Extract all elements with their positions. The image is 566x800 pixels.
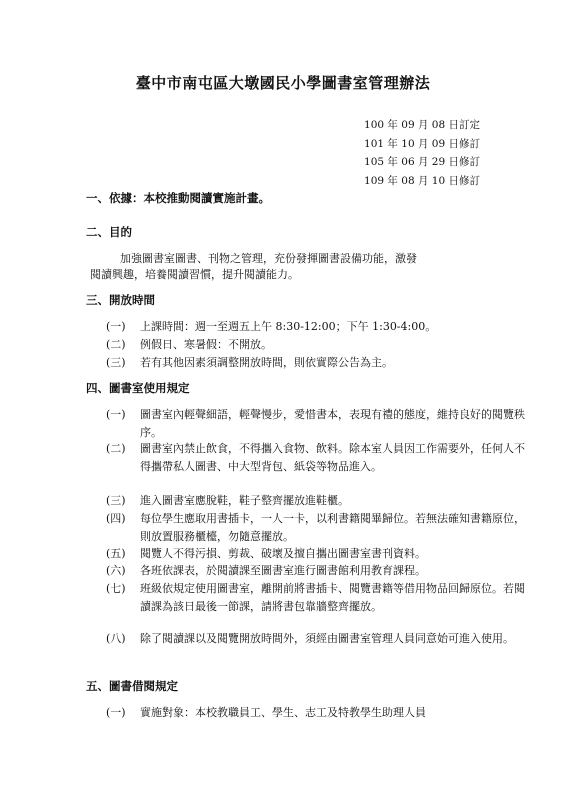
section-heading-borrowing-rules: 五、圖書借閱規定 — [86, 679, 178, 693]
item-number: (四) — [106, 512, 126, 525]
list-item — [106, 406, 526, 442]
item-text: 圖書室內禁止飲食，不得攜入食物、飲料。除本室人員因工作需要外，任何人不得攜帶私人圖書、中大型背包、紙袋等物品進入。 — [140, 442, 525, 473]
item-text: 實施對象：本校教職員工、學生、志工及特教學生助理人員 — [140, 706, 426, 719]
list-item — [106, 630, 526, 648]
item-text: 除了閱讀課以及閱覽開放時間外，須經由圖書室管理人員同意始可進入使用。 — [140, 632, 514, 645]
revision-line: 109 年 08 月 10 日修訂 — [364, 174, 480, 187]
item-text: 例假日、寒暑假：不開放。 — [140, 338, 272, 351]
section-heading-purpose: 二、目的 — [86, 225, 132, 239]
item-number: (二) — [106, 442, 126, 455]
item-text: 每位學生應取用書插卡，一人一卡，以利書籍閱畢歸位。若無法確知書籍原位，則放置服務櫃檯，勿隨意擺放。 — [140, 512, 525, 543]
list-item — [106, 562, 526, 580]
list-item — [106, 545, 526, 563]
item-number: (八) — [106, 632, 126, 645]
item-text: 各班依課表，於閱讀課至圖書室進行圖書館利用教育課程。 — [140, 564, 426, 577]
list-item — [106, 492, 526, 510]
document-title: 臺中市南屯區大墩國民小學圖書室管理辦法 — [135, 74, 431, 92]
list-item — [106, 510, 526, 546]
item-number: (六) — [106, 564, 126, 577]
item-number: (一) — [106, 408, 126, 421]
section-heading-opening-hours: 三、開放時間 — [86, 293, 155, 307]
item-text: 若有其他因素須調整開放時間，則依實際公告為主。 — [140, 356, 393, 369]
revision-line: 101 年 10 月 09 日修訂 — [364, 137, 480, 150]
item-text: 進入圖書室應脫鞋，鞋子整齊擺放進鞋櫃。 — [140, 494, 349, 507]
item-number: (五) — [106, 547, 126, 560]
item-number: (七) — [106, 582, 126, 595]
list-item — [106, 354, 526, 372]
item-text: 上課時間：週一至週五上午 8:30-12:00；下午 1:30-4:00。 — [140, 320, 437, 333]
section-heading-basis: 一、依據：本校推動閱讀實施計畫。 — [86, 191, 270, 205]
list-item — [106, 580, 526, 616]
list-item — [106, 440, 526, 476]
item-number: (一) — [106, 706, 126, 719]
section-heading-usage-rules: 四、圖書室使用規定 — [86, 381, 190, 395]
item-number: (三) — [106, 356, 126, 369]
list-item — [106, 336, 526, 354]
item-text: 閱覽人不得污損、剪裁、破壞及擅自攜出圖書室書刊資料。 — [140, 547, 426, 560]
revision-line: 100 年 09 月 08 日訂定 — [364, 119, 480, 131]
purpose-paragraph-line: 加強圖書室圖書、刊物之管理，充份發揮圖書設備功能，激發 — [120, 252, 417, 265]
item-number: (一) — [106, 320, 126, 333]
item-text: 班級依規定使用圖書室，離開前將書插卡、閱覽書籍等借用物品回歸原位。若閱讀課為該日最後一節課，請將書包靠牆整齊擺放。 — [140, 582, 525, 613]
list-item — [106, 704, 526, 722]
item-text: 圖書室內輕聲細語，輕聲慢步，愛惜書本，表現有禮的態度，維持良好的閱覽秩序。 — [140, 408, 525, 439]
revision-history — [364, 116, 480, 190]
item-number: (二) — [106, 338, 126, 351]
revision-line: 105 年 06 月 29 日修訂 — [364, 156, 480, 169]
purpose-paragraph-line: 閱讀興趣，培養閱讀習慣，提升閱讀能力。 — [90, 268, 299, 281]
list-item — [106, 318, 526, 336]
item-number: (三) — [106, 494, 126, 507]
